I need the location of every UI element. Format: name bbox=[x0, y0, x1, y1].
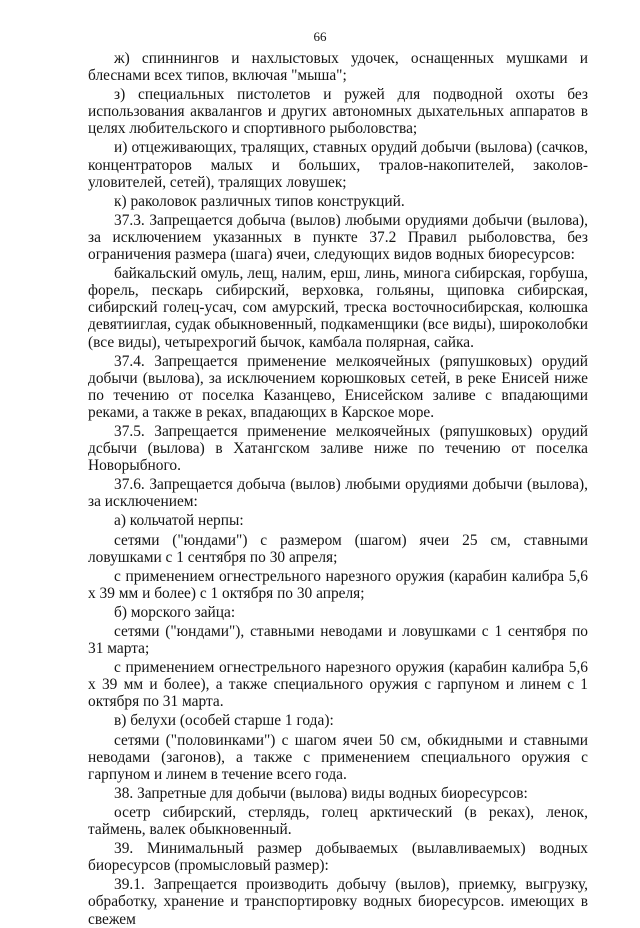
paragraph: 37.6. Запрещается добыча (вылов) любыми орудиями добычи (вылова), за исключением: bbox=[88, 476, 588, 511]
paragraph: в) белухи (особей старше 1 года): bbox=[114, 712, 334, 730]
paragraph: 37.3. Запрещается добыча (вылов) любыми орудиями добычи (вылова), за исключением указанных в пункте 37.2 Правил рыболовства, без ограничения размера (шага) ячеи, следующих видов водных биоресурсов: bbox=[88, 211, 588, 264]
paragraph: с применением огнестрельного нарезного оружия (карабин калибра 5,6 х 39 мм и более) с 1 октября по 30 апреля; bbox=[88, 567, 588, 602]
paragraph: с применением огнестрельного нарезного оружия (карабин калибра 5,6 х 39 мм и более), а также специального оружия с гарпуном и линем с 1 октября по 31 марта. bbox=[88, 659, 588, 711]
paragraph: ж) спиннингов и нахлыстовых удочек, оснащенных мушками и блеснами всех типов, включая "мыша"; bbox=[88, 50, 588, 85]
paragraph: б) морского зайца: bbox=[114, 603, 236, 621]
paragraph: сетями ("юндами") с размером (шагом) ячеи 25 см, ставными ловушками с 1 сентября по 30 апреля; bbox=[88, 531, 588, 566]
page-number: 66 bbox=[313, 29, 327, 44]
paragraph: и) отцеживающих, тралящих, ставных орудий добычи (вылова) (сачков, концентраторов малых и больших, тралов-накопителей, заколов-уловителей, сетей), тралящих ловушек; bbox=[88, 139, 588, 191]
paragraph: а) кольчатой нерпы: bbox=[114, 512, 244, 530]
document-body bbox=[88, 50, 588, 928]
paragraph: 37.4. Запрещается применение мелкоячейных (ряпушковых) орудий добычи (вылова), за исключением корюшковых сетей, в реке Енисей ниже по течению от поселка Казанцево, Енисейском заливе с впадающими реками, а также в реках, впадающих в Карское море. bbox=[88, 352, 588, 421]
paragraph: сетями ("юндами"), ставными неводами и ловушками с 1 сентября по 31 марта; bbox=[88, 623, 588, 658]
paragraph: осетр сибирский, стерлядь, голец арктический (в реках), ленок, таймень, валек обыкновенный. bbox=[88, 803, 588, 839]
paragraph: 37.5. Запрещается применение мелкоячейных (ряпушковых) орудий дсбычи (вылова) в Хатангском заливе ниже по течению от поселка Новорыбного. bbox=[88, 422, 588, 475]
paragraph: байкальский омуль, лещ, налим, ерш, линь, минога сибирская, горбуша, форель, пескарь сибирский, верховка, гольяны, щиповка сибирская, сибирский голец-усач, сом амурский, треска восточносибирская, колюшка девятииглая, судак обыкновенный, подкаменщики (все виды), широколобки (все виды), четырехрогий бычок, камбала полярная, сайка. bbox=[88, 265, 588, 351]
paragraph: з) специальных пистолетов и ружей для подводной охоты без использования аквалангов и других автономных дыхательных аппаратов в целях любительского и спортивного рыболовства; bbox=[88, 86, 588, 138]
paragraph: сетями ("половинками") с шагом ячеи 50 см, обкидными и ставными неводами (загонов), а также с применением специального оружия с гарпуном и линем в течение всего года. bbox=[88, 731, 588, 783]
paragraph: 38. Запретные для добычи (вылова) виды водных биоресурсов: bbox=[114, 784, 528, 802]
paragraph: к) раколовок различных типов конструкций. bbox=[114, 192, 405, 210]
paragraph: 39.1. Запрещается производить добычу (вылов), приемку, выгрузку, обработку, хранение и транспортировку водных биоресурсов. имеющих в свежем bbox=[88, 876, 588, 928]
paragraph: 39. Минимальный размер добываемых (вылавливаемых) водных биоресурсов (промысловый размер): bbox=[88, 840, 588, 875]
